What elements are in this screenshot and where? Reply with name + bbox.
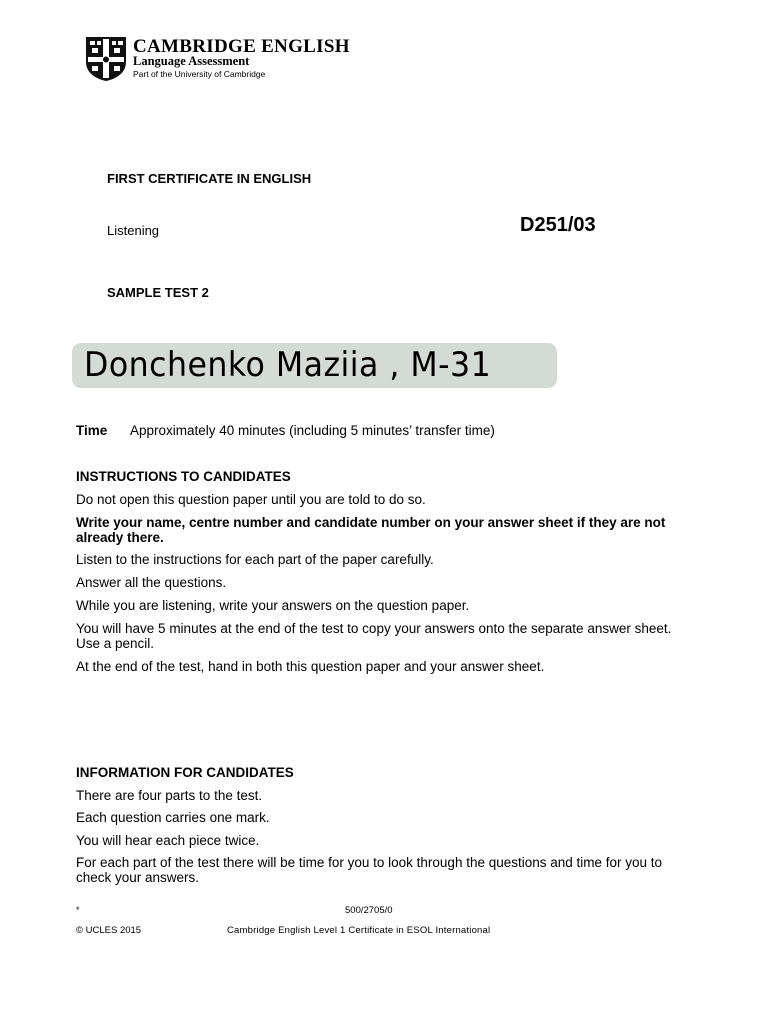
- logo-part-text: Part of the University of Cambridge: [133, 69, 266, 79]
- handwritten-name: Donchenko Maziia , M-31: [84, 345, 492, 385]
- logo-sub-text: Language Assessment: [133, 54, 250, 68]
- instruction-item: Answer all the questions.: [76, 575, 227, 590]
- sample-test-label: SAMPLE TEST 2: [107, 285, 209, 300]
- information-item: You will hear each piece twice.: [76, 833, 260, 848]
- information-item: There are four parts to the test.: [76, 788, 263, 803]
- footer-certificate: Cambridge English Level 1 Certificate in ESOL International: [227, 925, 491, 936]
- information-item: For each part of the test there will be time for you to look through the questions and time for you to check your answers.: [76, 855, 663, 885]
- instruction-item: At the end of the test, hand in both this question paper and your answer sheet.: [76, 659, 545, 674]
- candidate-name-box: [72, 343, 557, 388]
- paper-name: Listening: [107, 223, 160, 238]
- instruction-item: Listen to the instructions for each part of the paper carefully.: [76, 552, 434, 567]
- information-item: Each question carries one mark.: [76, 810, 270, 825]
- logo-main-text: CAMBRIDGE ENGLISH: [133, 36, 350, 57]
- footer-code: 500/2705/0: [345, 905, 393, 916]
- paper-code: D251/03: [520, 214, 596, 236]
- footer-copyright: © UCLES 2015: [76, 925, 142, 936]
- university-shield-icon: [85, 36, 127, 82]
- time-label: Time: [76, 423, 108, 438]
- instruction-item: While you are listening, write your answers on the question paper.: [76, 598, 470, 613]
- instruction-item: Do not open this question paper until you are told to do so.: [76, 492, 426, 507]
- instruction-item: Write your name, centre number and candidate number on your answer sheet if they are not already there.: [76, 515, 666, 545]
- cambridge-logo: [85, 36, 385, 86]
- time-text: Approximately 40 minutes (including 5 minutes’ transfer time): [130, 423, 495, 438]
- information-title: INFORMATION FOR CANDIDATES: [76, 765, 294, 780]
- instructions-title: INSTRUCTIONS TO CANDIDATES: [76, 469, 291, 484]
- footer-star: *: [76, 905, 80, 915]
- instruction-item: You will have 5 minutes at the end of the test to copy your answers onto the separate answer sheet. Use a pencil.: [76, 621, 672, 651]
- exam-title: FIRST CERTIFICATE IN ENGLISH: [107, 171, 312, 186]
